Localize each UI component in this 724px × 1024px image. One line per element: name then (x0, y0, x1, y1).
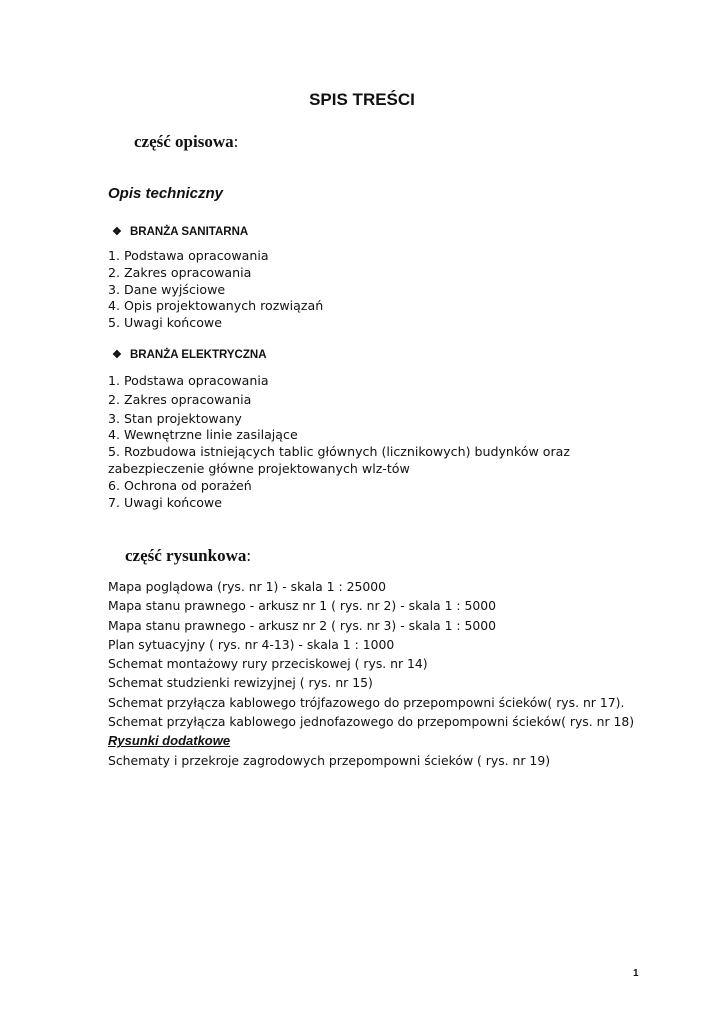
list-item: zabezpieczenie główne projektowanych wlz-tów (108, 460, 410, 476)
sanitarna-list (108, 248, 323, 332)
rysunkowa-list (108, 577, 634, 770)
opisowa-heading-text: część opisowa (134, 132, 234, 151)
list-item: Schemat montażowy rury przeciskowej ( rys. nr 14) (108, 656, 428, 672)
list-item: Mapa stanu prawnego - arkusz nr 1 ( rys. nr 2) - skala 1 : 5000 (108, 598, 497, 614)
list-item: 1. Podstawa opracowania (108, 373, 269, 388)
list-item: 1. Podstawa opracowania (108, 248, 269, 263)
rysunki-dodatkowe-heading: Rysunki dodatkowe (108, 733, 231, 749)
opisowa-heading-colon: : (233, 132, 239, 151)
list-item: 3. Stan projektowany (108, 410, 242, 426)
opis-techniczny-heading: Opis techniczny (108, 185, 224, 202)
list-item: 2. Zakres opracowania (108, 391, 252, 407)
rysunkowa-heading-text: część rysunkowa (125, 546, 247, 565)
list-item: 7. Uwagi końcowe (108, 494, 222, 510)
list-item: Plan sytuacyjny ( rys. nr 4-13) - skala 1 : 1000 (108, 636, 395, 652)
rysunkowa-heading-colon: : (246, 546, 252, 565)
list-item: Schematy i przekroje zagrodowych przepompowni ścieków ( rys. nr 19) (108, 752, 551, 768)
list-item: 4. Wewnętrzne linie zasilające (108, 427, 298, 443)
list-item: 4. Opis projektowanych rozwiązań (108, 298, 324, 314)
list-item: Schemat studzienki rewizyjnej ( rys. nr 15) (108, 675, 373, 691)
elektryczna-list (108, 373, 570, 511)
list-item: Mapa stanu prawnego - arkusz nr 2 ( rys. nr 3) - skala 1 : 5000 (108, 617, 497, 633)
branza-elektryczna-heading (112, 348, 267, 361)
list-item: Schemat przyłącza kablowego trójfazowego do przepompowni ścieków( rys. nr 17). (108, 694, 625, 710)
list-item: 3. Dane wyjściowe (108, 281, 226, 297)
list-item: 2. Zakres opracowania (108, 264, 252, 280)
branza-elektryczna-label: BRANŻA ELEKTRYCZNA (130, 348, 267, 361)
page-title: SPIS TREŚCI (309, 90, 415, 109)
branza-sanitarna-label: BRANŻA SANITARNA (130, 225, 249, 238)
list-item: Mapa poglądowa (rys. nr 1) - skala 1 : 25000 (108, 579, 387, 594)
diamond-bullet-icon: ❖ (112, 349, 122, 361)
list-item: 5. Uwagi końcowe (108, 315, 222, 331)
list-item: 6. Ochrona od porażeń (108, 477, 252, 493)
branza-sanitarna-heading (112, 225, 248, 238)
rysunkowa-heading (125, 546, 251, 566)
list-item: Schemat przyłącza kablowego jednofazowego do przepompowni ścieków( rys. nr 18) (108, 714, 635, 730)
opisowa-heading (134, 132, 238, 152)
page-number: 1 (633, 968, 639, 979)
diamond-bullet-icon: ❖ (112, 226, 122, 238)
list-item: 5. Rozbudowa istniejących tablic głównych (licznikowych) budynków oraz (108, 444, 570, 460)
